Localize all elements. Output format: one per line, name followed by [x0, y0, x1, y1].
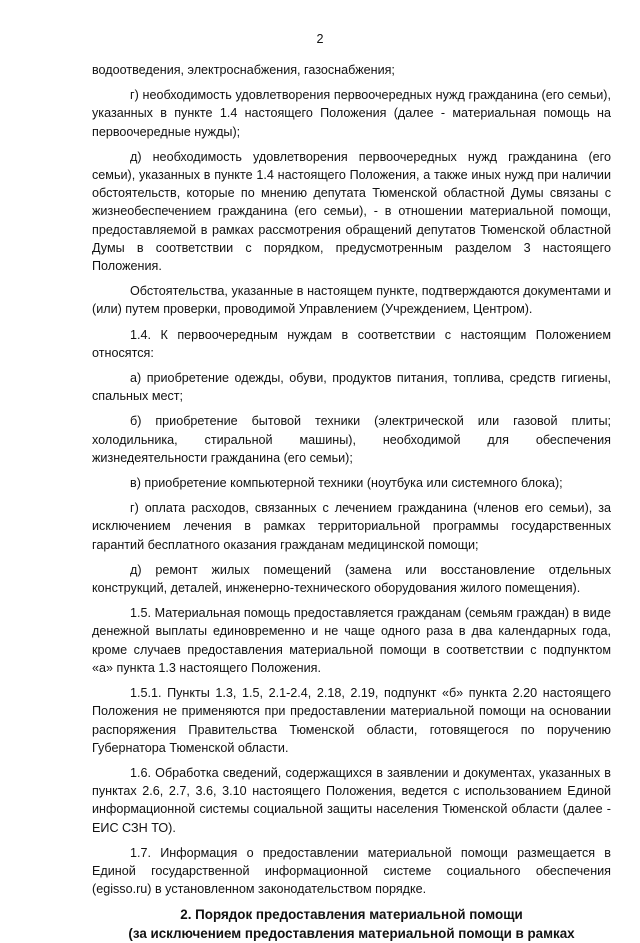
page-number: 2	[316, 32, 324, 46]
paragraph: водоотведения, электроснабжения, газоснабжения;	[92, 63, 395, 77]
paragraph: 1.5. Материальная помощь предоставляется гражданам (семьям граждан) в виде денежной выплаты единовременно и не чаще одного раза в два календарных года, кроме случаев предоставления материальной помощи в соответствии с подпунктом «а» пункта 1.3 настоящего Положения.	[92, 606, 611, 675]
section-heading-line: 2. Порядок предоставления материальной помощи	[180, 907, 523, 923]
paragraph: д) ремонт жилых помещений (замена или восстановление отдельных конструкций, деталей, инженерно-технического оборудования жилого помещения).	[92, 562, 611, 596]
paragraph: 1.4. К первоочередным нуждам в соответствии с настоящим Положением относятся:	[92, 327, 611, 360]
paragraph: 1.5.1. Пункты 1.3, 1.5, 2.1-2.4, 2.18, 2.19, подпункт «б» пункта 2.20 настоящего Положения не применяются при предоставлении материальной помощи на основании распоряжения Правительства Тюменской области, готовящегося по поручению Губернатора Тюменской области.	[92, 686, 611, 755]
paragraph: в) приобретение компьютерной техники (ноутбука или системного блока);	[130, 476, 563, 491]
document-body	[92, 61, 611, 943]
paragraph: 1.6. Обработка сведений, содержащихся в заявлении и документах, указанных в пунктах 2.6, 2.7, 3.6, 3.10 настоящего Положения, ведется с использованием Единой информационной системы социальной защиты населения Тюменской области (далее - ЕИС СЗН ТО).	[92, 765, 611, 835]
paragraph: 1.7. Информация о предоставлении материальной помощи размещается в Единой государственной информационной системе социального обеспечения (egisso.ru) в установленном законодательством порядке.	[92, 845, 611, 897]
section-heading	[92, 905, 611, 943]
paragraph: а) приобретение одежды, обуви, продуктов питания, топлива, средств гигиены, спальных мест;	[92, 371, 611, 404]
paragraph: г) необходимость удовлетворения первоочередных нужд гражданина (его семьи), указанных в пункте 1.4 настоящего Положения (далее - материальная помощь на первоочередные нужды);	[92, 88, 611, 139]
paragraph: б) приобретение бытовой техники (электрической или газовой плиты; холодильника, стиральной машины), необходимой для обеспечения жизнедеятельности гражданина (его семьи);	[92, 414, 611, 465]
section-heading-line: (за исключением предоставления материальной помощи в рамках	[128, 926, 575, 942]
paragraph: г) оплата расходов, связанных с лечением гражданина (членов его семьи), за исключением лечения в рамках территориальной программы государственных гарантий бесплатного оказания гражданам медицинской помощи;	[92, 501, 611, 552]
paragraph: д) необходимость удовлетворения первоочередных нужд гражданина (его семьи), указанных в пункте 1.4 настоящего Положения, а также иных нужд при наличии обстоятельств, которые по мнению депутата Тюменской областной Думы связаны с жизнеобеспечением гражданина (его семьи), - в отношении материальной помощи, предоставляемой в рамках рассмотрения обращений депутатов Тюменской областной Думы в соответствии с порядком, предусмотренным разделом 3 настоящего Положения.	[92, 149, 611, 274]
paragraph: Обстоятельства, указанные в настоящем пункте, подтверждаются документами и (или) путем проверки, проводимой Управлением (Учреждением, Центром).	[92, 284, 611, 317]
